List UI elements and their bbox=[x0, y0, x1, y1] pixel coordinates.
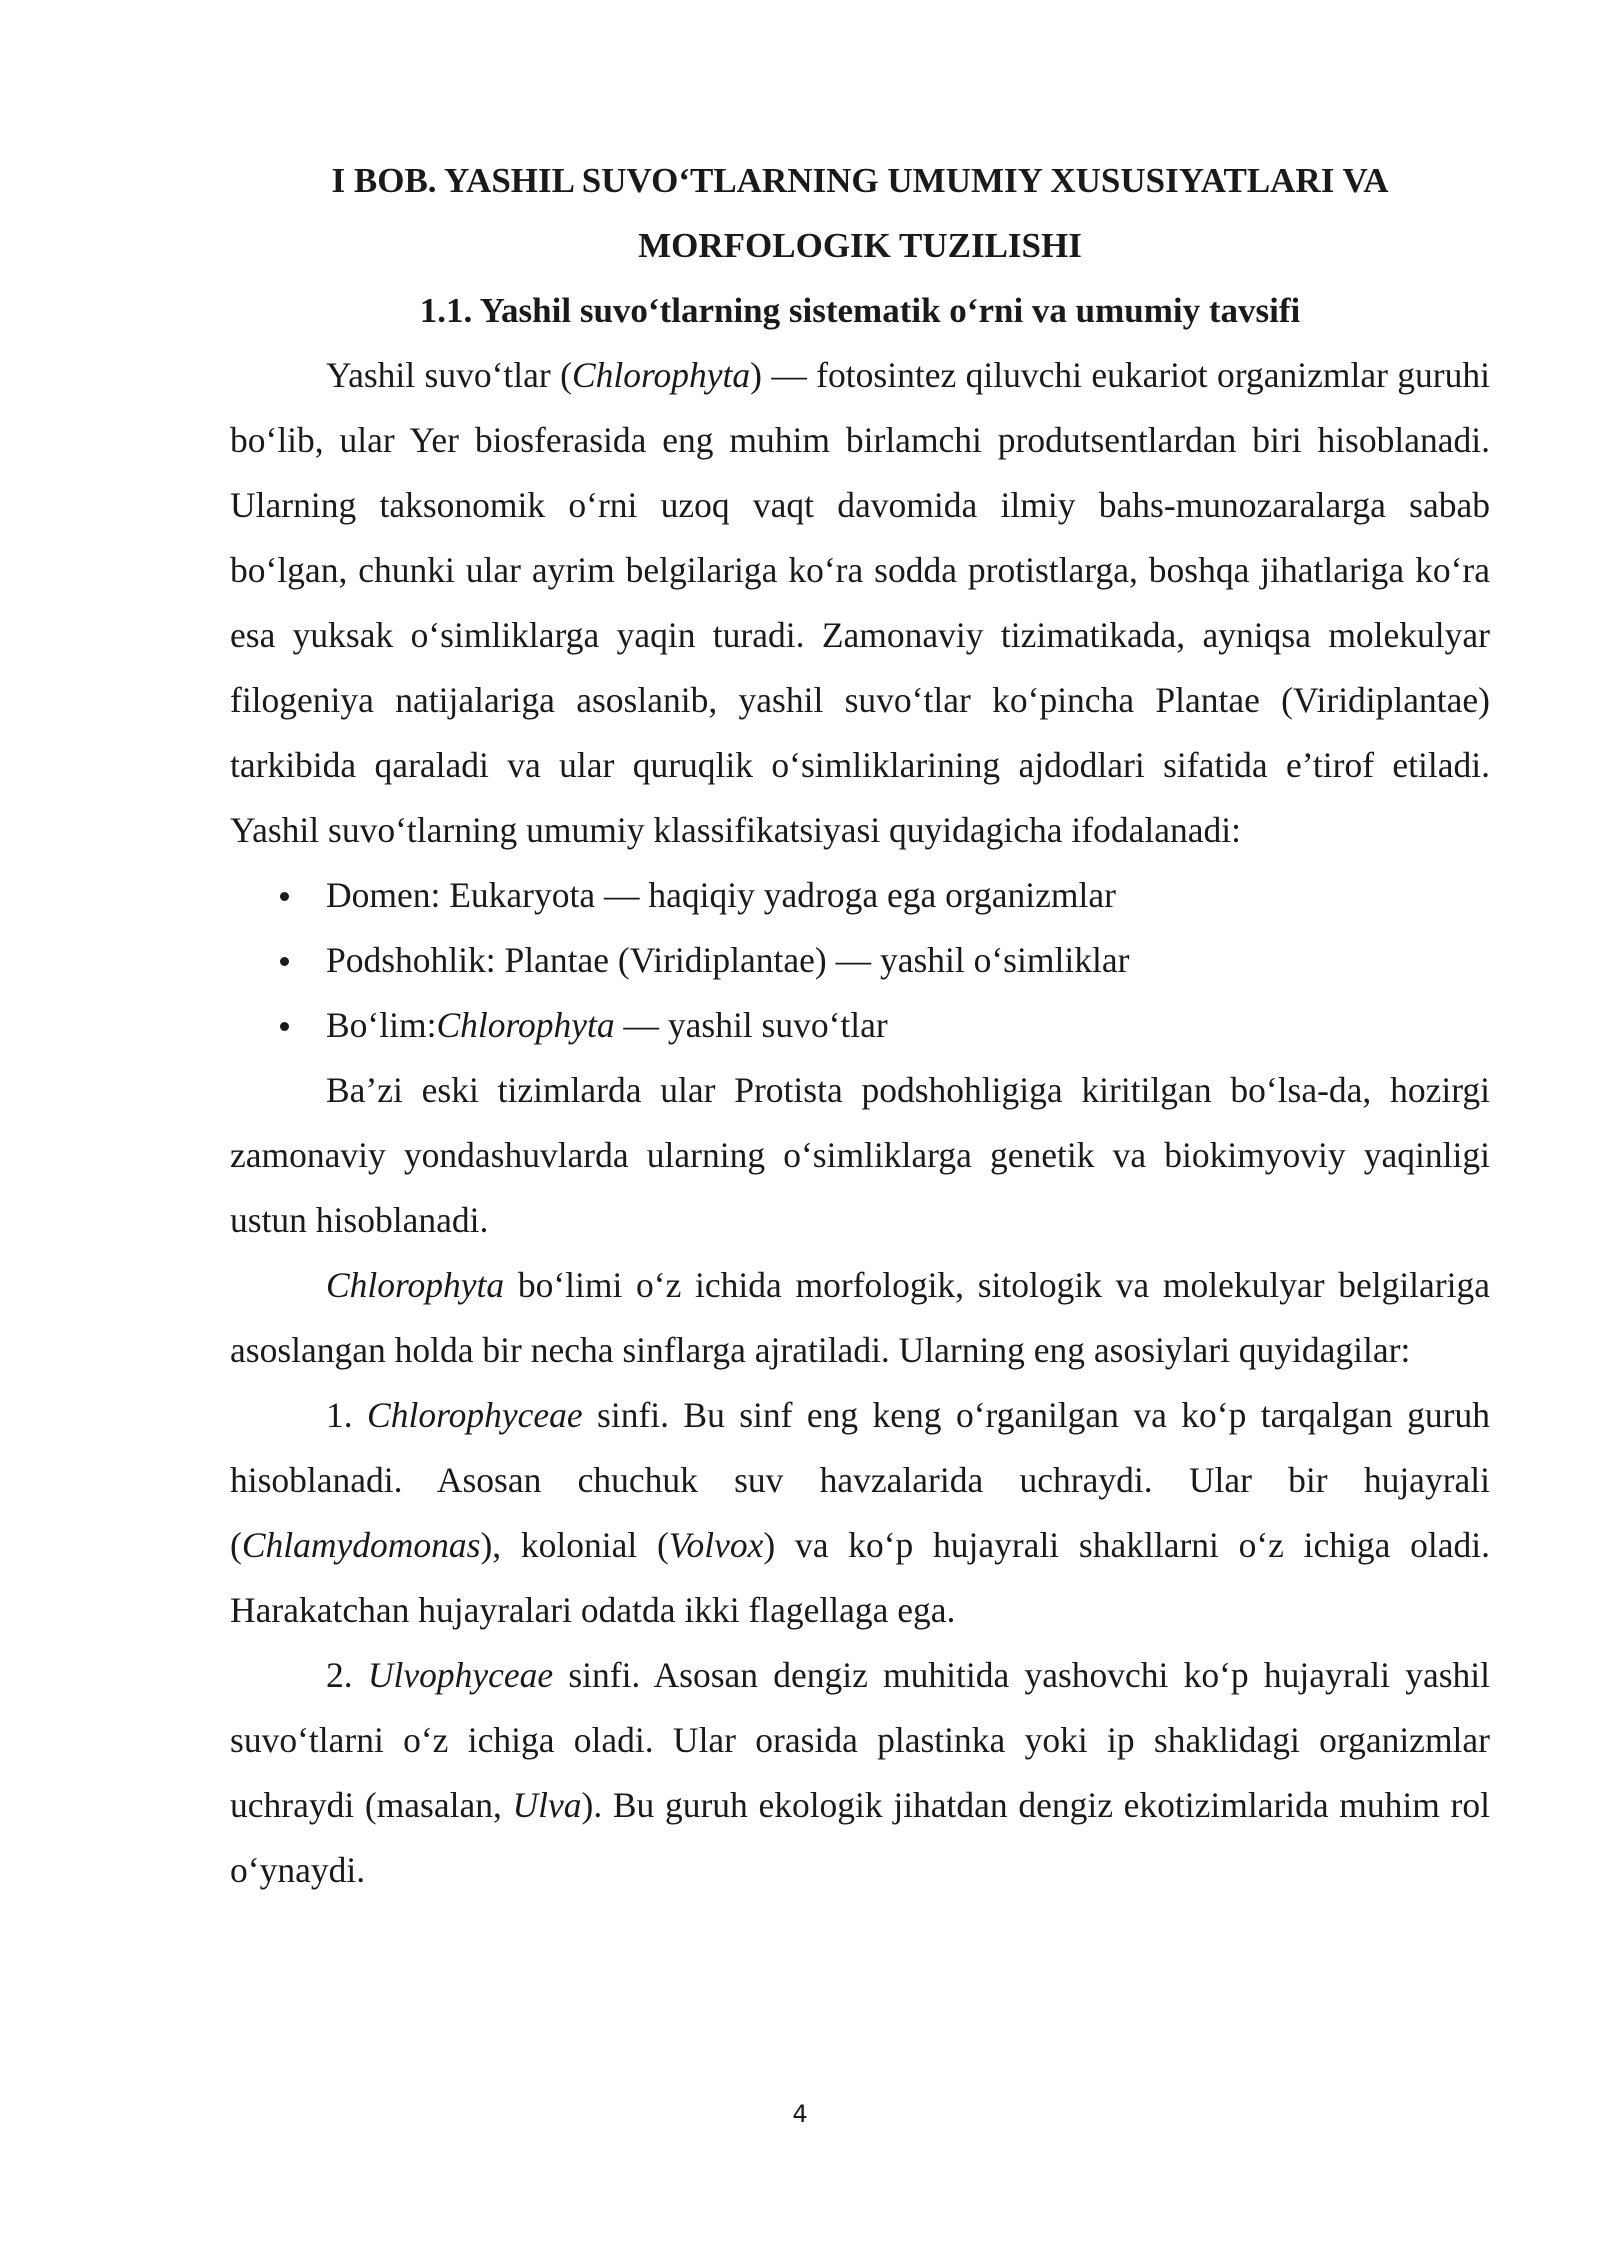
class-item-1-example-1: Chlamydomonas bbox=[241, 1525, 481, 1565]
bullet-icon bbox=[280, 1022, 289, 1031]
class-item-1-name: Chlorophyceae bbox=[367, 1395, 583, 1435]
class-item-1-number: 1. bbox=[326, 1395, 368, 1435]
class-item-2-number: 2. bbox=[326, 1655, 368, 1695]
paragraph-3 bbox=[230, 1253, 1490, 1383]
intro-text-start: Yashil suvo‘tlar ( bbox=[326, 355, 572, 395]
class-item-2 bbox=[230, 1643, 1490, 1903]
chapter-title bbox=[230, 148, 1490, 278]
list-item-text: Podshohlik: Plantae (Viridiplantae) — yashil o‘simliklar bbox=[326, 940, 1130, 980]
class-item-1-text-b: ), kolonial ( bbox=[480, 1525, 669, 1565]
intro-text-rest: ) — fotosintez qiluvchi eukariot organizmlar guruhi bo‘lib, ular Yer biosferasida eng muhim birlamchi produtsentlardan biri hisoblanadi. Ularning taksonomik o‘rni uzoq vaqt davomida ilmiy bahs-munozaralarga sabab bo‘lgan, chunki ular ayrim belgilariga ko‘ra sodda protistlarga, boshqa jihatlariga ko‘ra esa yuksak o‘simliklarga yaqin turadi. Zamonaviy tizimatikada, ayniqsa molekulyar filogeniya natijalariga asoslanib, yashil suvo‘tlar ko‘pincha Plantae (Viridiplantae) tarkibida qaraladi va ular quruqlik o‘simliklarining ajdodlari sifatida e’tirof etiladi. Yashil suvo‘tlarning umumiy klassifikatsiyasi quyidagicha ifodalanadi: bbox=[230, 355, 1490, 850]
chapter-title-line-1: I BOB. YASHIL SUVO‘TLARNING UMUMIY XUSUSIYATLARI VA bbox=[331, 161, 1389, 200]
page-number: 4 bbox=[792, 2100, 808, 2128]
class-item-2-name: Ulvophyceae bbox=[367, 1655, 554, 1695]
list-item-prefix: Bo‘lim: bbox=[326, 1005, 437, 1045]
class-item-2-text-b: ). Bu guruh ekologik jihatdan dengiz ekotizimlarida muhim rol o‘ynaydi. bbox=[230, 1785, 1490, 1890]
classification-list bbox=[230, 863, 1490, 1058]
page-content bbox=[230, 148, 1490, 1903]
class-item-1-text-c: ) va ko‘p hujayrali shakllarni o‘z ichiga oladi. Harakatchan hujayralari odatda ikki flagellaga ega. bbox=[230, 1525, 1490, 1630]
list-item-suffix: — yashil suvo‘tlar bbox=[614, 1005, 888, 1045]
list-item bbox=[230, 993, 1490, 1058]
chapter-title-line-2: MORFOLOGIK TUZILISHI bbox=[638, 226, 1082, 265]
paragraph-2: Ba’zi eski tizimlarda ular Protista podshohligiga kiritilgan bo‘lsa-da, hozirgi zamonaviy yondashuvlarda ularning o‘simliklarga genetik va biokimyoviy yaqinligi ustun hisoblanadi. bbox=[230, 1070, 1490, 1240]
list-item bbox=[230, 928, 1490, 993]
class-item-2-example-1: Ulva bbox=[512, 1785, 582, 1825]
section-title: 1.1. Yashil suvo‘tlarning sistematik o‘rni va umumiy tavsifi bbox=[419, 291, 1301, 330]
class-item-1-example-2: Volvox bbox=[668, 1525, 764, 1565]
bullet-icon bbox=[280, 892, 289, 901]
list-item-text: Domen: Eukaryota — haqiqiy yadroga ega organizmlar bbox=[326, 875, 1116, 915]
class-item-1 bbox=[230, 1383, 1490, 1643]
class-item-1-text-a: sinfi. Bu sinf eng keng o‘rganilgan va ko‘p tarqalgan guruh hisoblanadi. Asosan chuchuk suv havzalarida uchraydi. Ular bir hujayrali ( bbox=[230, 1395, 1491, 1565]
list-item bbox=[230, 863, 1490, 928]
list-item-italic-term: Chlorophyta bbox=[436, 1005, 615, 1045]
bullet-icon bbox=[280, 957, 289, 966]
paragraph-3-italic-term: Chlorophyta bbox=[326, 1265, 505, 1305]
intro-italic-term: Chlorophyta bbox=[571, 355, 751, 395]
paragraph-3-text: bo‘limi o‘z ichida morfologik, sitologik va molekulyar belgilariga asoslangan holda bir necha sinflarga ajratiladi. Ularning eng asosiylari quyidagilar: bbox=[230, 1265, 1490, 1370]
intro-paragraph bbox=[230, 343, 1490, 863]
class-item-2-text-a: sinfi. Asosan dengiz muhitida yashovchi ko‘p hujayrali yashil suvo‘tlarni o‘z ichiga oladi. Ular orasida plastinka yoki ip shaklidagi organizmlar uchraydi (masalan, bbox=[230, 1655, 1491, 1825]
